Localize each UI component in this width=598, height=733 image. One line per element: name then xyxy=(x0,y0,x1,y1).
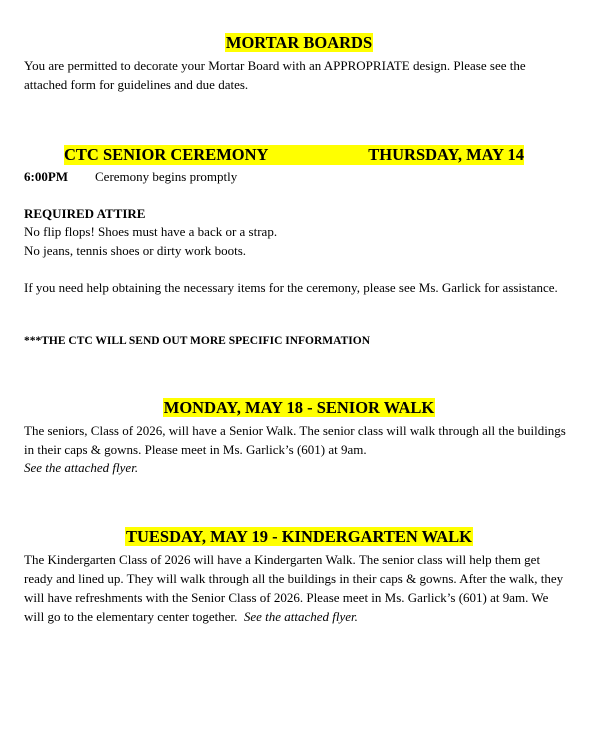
ctc-time: 6:00PM xyxy=(24,169,69,184)
mortar-boards-body: You are permitted to decorate your Mortar Board with an APPROPRIATE design. Please see the attached form for guidelines and due dates. xyxy=(24,58,526,92)
kinder-walk-heading-text: TUESDAY, MAY 19 - KINDERGARTEN WALK xyxy=(126,527,472,546)
attire-line-2: No jeans, tennis shoes or dirty work boots. xyxy=(24,243,247,258)
mortar-boards-heading xyxy=(24,33,574,53)
ctc-time-desc: Ceremony begins promptly xyxy=(95,169,238,184)
ctc-ceremony-heading xyxy=(64,145,524,165)
mortar-boards-heading-text: MORTAR BOARDS xyxy=(225,33,373,52)
senior-walk-body: The seniors, Class of 2026, will have a Senior Walk. The senior class will walk through all the buildings in their caps & gowns. Please meet in Ms. Garlick’s (601) at 9am. xyxy=(24,423,566,457)
kinder-walk-flyer: See the attached flyer. xyxy=(243,609,358,624)
attire-line-1: No flip flops! Shoes must have a back or a strap. xyxy=(24,224,278,239)
kinder-walk-body xyxy=(24,550,569,626)
senior-walk-flyer: See the attached flyer. xyxy=(24,460,139,475)
senior-walk-heading-text: MONDAY, MAY 18 - SENIOR WALK xyxy=(163,398,435,417)
kinder-walk-body-text: The Kindergarten Class of 2026 will have a Kindergarten Walk. The senior class will help them get ready and lined up. They will walk through all the buildings in their caps & gowns. After the walk, they will have refreshments with the Senior Class of 2026. Please meet in Ms. Garlick’s (601) at 9am. We will go to the elementary center together. xyxy=(24,552,564,624)
kinder-walk-heading xyxy=(24,527,574,547)
ctc-time-line xyxy=(24,167,569,186)
ctc-ceremony-date: THURSDAY, MAY 14 xyxy=(368,145,524,164)
ctc-ceremony-title: CTC SENIOR CEREMONY xyxy=(64,145,269,164)
ctc-help-text: If you need help obtaining the necessary items for the ceremony, please see Ms. Garlick for assistance. xyxy=(24,280,558,295)
attire-heading: REQUIRED ATTIRE xyxy=(24,206,146,221)
senior-walk-heading xyxy=(24,398,574,418)
ctc-note: ***THE CTC WILL SEND OUT MORE SPECIFIC INFORMATION xyxy=(24,335,371,347)
